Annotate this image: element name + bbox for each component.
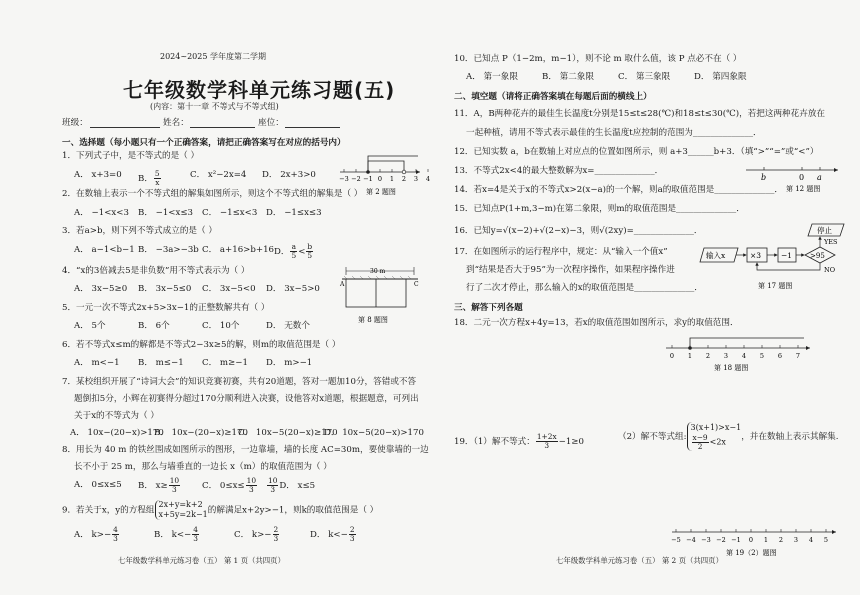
- q6-option-d: D． m>−1: [266, 358, 313, 368]
- q19-tick-label: 1: [763, 536, 769, 544]
- q17-line1: 17．在如图所示的运行程序中，规定：从“输入一个值x”: [454, 247, 668, 257]
- q2-stem: 2．在数轴上表示一个不等式组的解集如图所示，则这个不等式组的解集是（ ）: [62, 189, 363, 199]
- q19-part1: 19．（1）解不等式： $\frac{1+2x}{3}$ −1≥0: [454, 432, 584, 450]
- school-year: 2024~2025 学年度第二学期: [160, 52, 266, 61]
- q19-tick-label: −2: [716, 536, 726, 544]
- q8-option-b: B． x≥ $\frac{10}{3}$: [138, 476, 180, 494]
- q5-stem: 5．一元一次不等式2x+5>3x−1的正整数解共有（ ）: [62, 303, 270, 313]
- q7-option-c: C． 10x−5(20−x)≥170: [238, 428, 338, 438]
- fig2-tick-label: 0: [377, 175, 383, 183]
- q5-option-c: C． 10个: [202, 321, 240, 331]
- seat-blank: [285, 127, 340, 128]
- q18-tick-label: 5: [759, 352, 765, 360]
- left-footer: 七年级数学科单元练习卷（五） 第 1 页（共四页）: [118, 556, 285, 565]
- q19-tick-label: 2: [778, 536, 784, 544]
- section2-heading: 二、填空题（请将正确答案填在每题后面的横线上）: [454, 92, 652, 102]
- q5-option-b: B． 6个: [138, 321, 170, 331]
- page-subtitle: (内容：第十一章 不等式与不等式组): [150, 102, 279, 111]
- q10-option-c: C． 第三象限: [618, 72, 671, 82]
- q11-line2: 一起种植，请用不等式表示最佳的生长温度t应控制的范围为______________．: [466, 128, 762, 138]
- q17-subtract: −1: [781, 251, 793, 260]
- q7-option-d: D． 10x−5(20−x)>170: [324, 428, 424, 438]
- fig2-tick-label: −2: [351, 175, 361, 183]
- q6-option-c: C． m≥−1: [202, 358, 248, 368]
- fig2-dot-right: [402, 170, 406, 174]
- q10-option-b: B． 第二象限: [542, 72, 595, 82]
- q9-option-d: D． k<− $\frac{2}{3}$: [310, 525, 355, 543]
- class-label: 班级：: [62, 118, 88, 128]
- q17-line2: 到“结果是否大于95”为一次程序操作，如果程序操作进: [466, 265, 675, 275]
- name-label: 姓名：: [163, 118, 189, 128]
- q3-option-d: D． $\frac{a}{5}$ < $\frac{b}{5}$: [274, 242, 313, 260]
- q18-tick-label: 7: [795, 352, 801, 360]
- q1-option-b: B． $\frac{5}{x}$: [138, 169, 160, 187]
- q7-line2: 题倒扣5分，小辉在初赛得分超过170分顺利进入决赛，设他答对x道题，根据题意，可列出: [74, 394, 419, 404]
- q8-option-d: $\frac{10}{3}$ D． x≤5: [268, 476, 316, 494]
- q19-tick-label: 3: [793, 536, 799, 544]
- q19-number-line: [670, 524, 840, 558]
- q17-yes: YES: [824, 238, 838, 246]
- q16-stem: 16．已知y=√(x−2)+√(2−x)−3，则√(2xy)=______________．: [454, 226, 703, 236]
- q19-tick-label: −1: [731, 536, 741, 544]
- q19-caption: 第 19（2）题图: [726, 549, 777, 557]
- q19-tick-label: 0: [748, 536, 754, 544]
- q8-option-c: C． 0≤x≤ $\frac{10}{3}$: [202, 476, 257, 494]
- q7-line3: 关于x的不等式为（ ）: [74, 411, 159, 421]
- fig2-dot-left: [366, 170, 370, 174]
- fig2-caption: 第 2 题图: [366, 188, 396, 196]
- section3-heading: 三、解答下列各题: [454, 303, 523, 313]
- q7-option-b: B． 10x−(20−x)≥170: [154, 428, 248, 438]
- fig2-tick-label: 3: [413, 175, 419, 183]
- section1-heading: 一、选择题（每小题只有一个正确答案，请把正确答案写在对应的括号内）: [62, 138, 346, 148]
- q12-caption: 第 12 题图: [786, 185, 821, 193]
- q18-caption: 第 18 题图: [714, 364, 749, 372]
- name-blank: [190, 127, 255, 128]
- q10-option-a: A． 第一象限: [466, 72, 518, 82]
- q9-option-b: B． k<− $\frac{4}{3}$: [154, 525, 198, 543]
- q19-tick-label: 4: [808, 536, 814, 544]
- q4-option-b: B． 3x−5≤0: [138, 284, 192, 294]
- q2-option-b: B． −1<x≤3: [138, 208, 194, 218]
- q6-stem: 6．若不等式x≤m的解都是不等式2−3x≥5的解，则m的取值范围是（ ）: [62, 340, 341, 350]
- q8-line1: 8．用长为 40 m 的铁丝围成如图所示的图形，一边靠墙，墙的长度 AC=30m，要使靠墙的一边: [62, 445, 429, 455]
- q7-option-a: A． 10x−(20−x)>170: [70, 428, 164, 438]
- seat-label: 座位：: [258, 118, 284, 128]
- q1-option-c: C． x²−2x=4: [190, 170, 247, 180]
- q3-option-c: C． a+16>b+16: [202, 245, 274, 255]
- q3-option-a: A． a−1<b−1: [74, 245, 135, 255]
- fig8-point-c: C: [414, 281, 419, 288]
- q12-point-0: 0: [799, 173, 805, 182]
- q18-stem: 18．二元一次方程x+4y=13，若x的取值范围如图所示，求y的取值范围．: [454, 318, 739, 328]
- q10-option-d: D． 第四象限: [694, 72, 747, 82]
- q1-option-a: A． x+3=0: [74, 170, 122, 180]
- q12-point-a: a: [817, 173, 822, 182]
- fig2-tick-label: 4: [425, 175, 431, 183]
- q5-option-a: A． 5个: [74, 321, 106, 331]
- q15-stem: 15．已知点P(1+m,3−m)在第二象限，则m的取值范围是______________．: [454, 204, 745, 214]
- fig8-length-label: 30 m: [370, 268, 386, 275]
- q18-tick-label: 3: [723, 352, 729, 360]
- q14-stem: 14．若x=4是关于x的不等式x>2(x−a)的一个解，则a的取值范围是______________．: [454, 185, 784, 195]
- q12-point-b: b: [761, 173, 767, 182]
- q4-stem: 4．“x的3倍减去5是非负数”用不等式表示为（ ）: [62, 266, 250, 276]
- q9-option-a: A． k>− $\frac{4}{3}$: [74, 525, 118, 543]
- q10-stem: 10．已知点 P（1−2m，m−1），则不论 m 取什么值，该 P 点必不在（ ）: [454, 54, 742, 64]
- q18-tick-label: 4: [741, 352, 747, 360]
- q8-line2: 长不小于 25 m，那么与墙垂直的一边长 x（m）的取值范围为（ ）: [74, 462, 332, 472]
- q19-tick-label: −5: [671, 536, 681, 544]
- fig8-point-a: A: [340, 281, 345, 288]
- q2-option-a: A． −1<x<3: [74, 208, 129, 218]
- q19-tick-label: −4: [686, 536, 696, 544]
- q18-tick-label: 0: [669, 352, 675, 360]
- q17-no: NO: [824, 266, 836, 274]
- q3-stem: 3．若a>b，则下列不等式成立的是（ ）: [62, 226, 217, 236]
- q9-option-c: C． k>− $\frac{2}{3}$: [234, 525, 279, 543]
- q4-option-a: A． 3x−5≥0: [74, 284, 128, 294]
- q6-option-a: A． m<−1: [74, 358, 120, 368]
- q17-multiply: ×3: [750, 251, 762, 260]
- class-blank: [90, 127, 160, 128]
- fig2-tick-label: −1: [363, 175, 373, 183]
- q5-option-d: D． 无数个: [266, 321, 310, 331]
- q8-option-a: A． 0≤x≤5: [74, 480, 122, 490]
- q11-line1: 11．A，B两种花卉的最佳生长温度t分别是15≤t≤28(℃)和18≤t≤30(℃)，若把这两种花卉放在: [454, 109, 826, 119]
- q2-option-c: C． −1≤x<3: [202, 208, 258, 218]
- fig8-caption: 第 8 题图: [358, 316, 388, 324]
- fig2-tick-label: 1: [389, 175, 395, 183]
- page-title: 七年级数学科单元练习题(五): [123, 78, 396, 102]
- q2-option-d: D． −1≤x≤3: [266, 208, 322, 218]
- q19-tick-label: 5: [823, 536, 829, 544]
- q9-stem: 9．若关于x，y的方程组2x+y=k+2 x+5y=2k−1的解满足x+2y>−1，则k的取值范围是（ ）: [62, 500, 379, 519]
- q17-stop: 停止: [817, 226, 832, 235]
- q18-tick-label: 1: [687, 352, 693, 360]
- q1-stem: 1．下列式子中，是不等式的是（ ）: [62, 151, 200, 161]
- right-page: [430, 0, 860, 595]
- q17-flowchart: [698, 218, 850, 294]
- q3-option-b: B． −3a>−3b: [138, 245, 199, 255]
- q17-caption: 第 17 题图: [758, 282, 793, 290]
- q19-part2: （2）解不等式组:3(x+1)>x−1 $\frac{x-9}{2}$ <2x ，并在数轴上表示其解集.: [618, 423, 839, 451]
- q17-input: 输入x: [706, 251, 726, 260]
- q4-option-d: D． 3x−5>0: [266, 284, 320, 294]
- fig8-diagram: [336, 262, 422, 326]
- q18-dot: [688, 346, 692, 350]
- q7-line1: 7．某校组织开展了“诗词大会”的知识竞赛初赛，共有20道题，答对一题加10分，答错或不答: [62, 377, 417, 387]
- q6-option-b: B． m≤−1: [138, 358, 184, 368]
- q17-line3: 行了二次才停止，那么输入的x的取值范围是______________．: [466, 283, 703, 293]
- q18-tick-label: 6: [777, 352, 783, 360]
- fig2-tick-label: 2: [401, 175, 407, 183]
- q18-tick-label: 2: [705, 352, 711, 360]
- q12-stem: 12．已知实数 a，b在数轴上对应点的位置如图所示，则 a+3______b+3．（填“>”“=”或“<”）: [454, 147, 819, 157]
- q18-number-line: [664, 330, 814, 374]
- fig2-tick-label: −3: [339, 175, 349, 183]
- q4-option-c: C． 3x−5<0: [202, 284, 256, 294]
- q13-stem: 13．不等式2x<4的最大整数解为x=______________．: [454, 166, 664, 176]
- q1-option-d: D． 2x+3>0: [262, 170, 316, 180]
- q19-tick-label: −3: [701, 536, 711, 544]
- right-footer: 七年级数学科单元练习卷（五） 第 2 页（共四页）: [556, 556, 723, 565]
- q17-compare: >95: [810, 252, 825, 260]
